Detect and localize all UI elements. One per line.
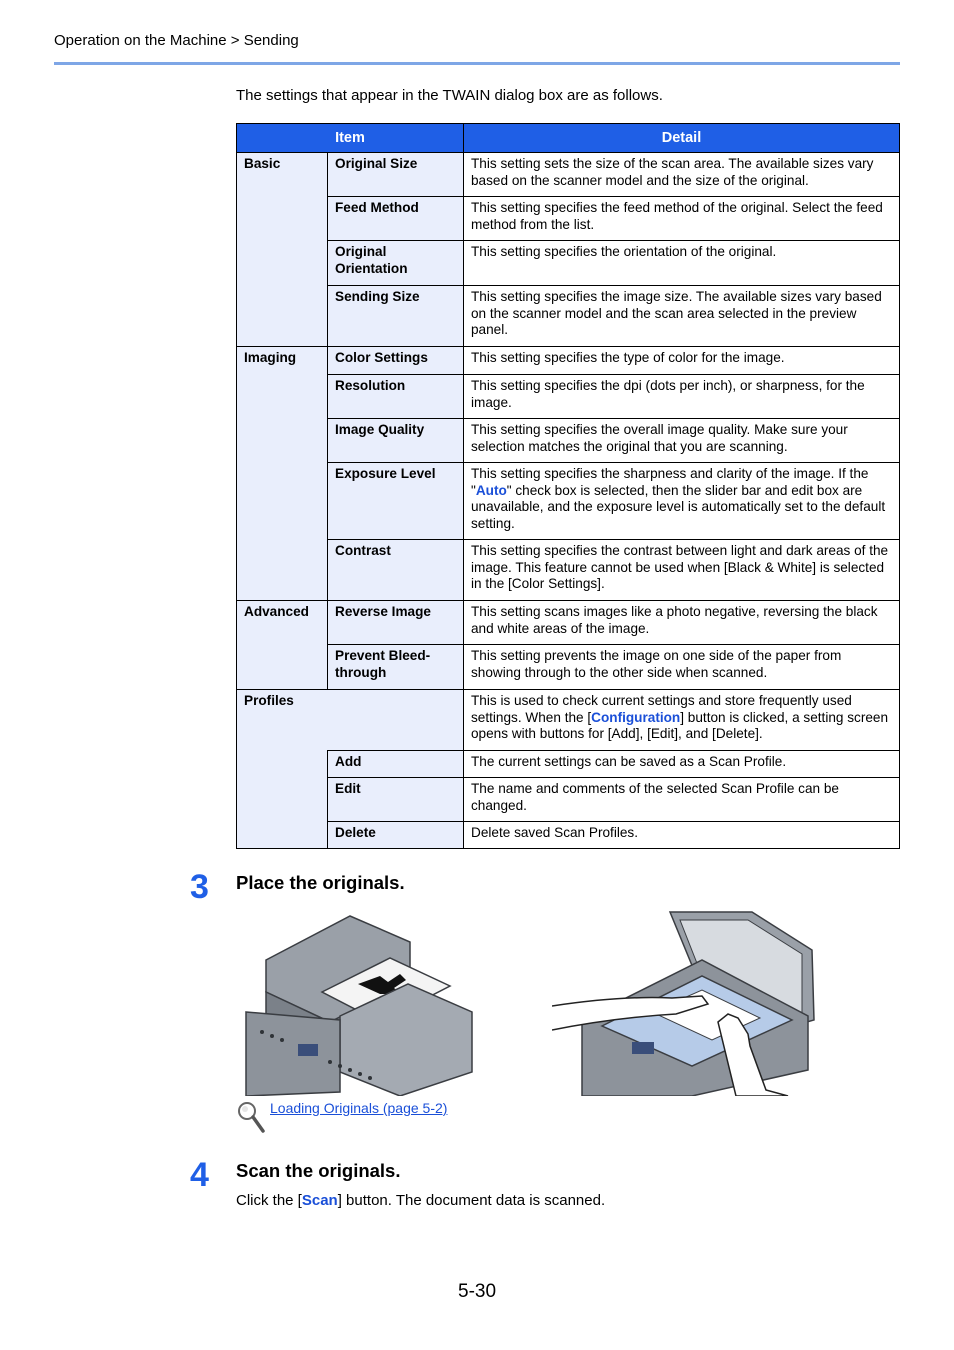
- twain-settings-table: [236, 123, 900, 849]
- item-detail: This setting specifies the image size. The available sizes vary based on the scanner model and the scan area selected in the preview panel.: [464, 286, 900, 347]
- magnifier-icon: [236, 1099, 266, 1135]
- step-4-text-post: ] button. The document data is scanned.: [337, 1192, 606, 1209]
- item-label: Color Settings: [328, 347, 464, 375]
- table-row: [237, 419, 900, 463]
- item-detail: This setting specifies the orientation of the original.: [464, 241, 900, 286]
- header-rule: [54, 62, 900, 65]
- table-row: [237, 347, 900, 375]
- table-row: [237, 153, 900, 197]
- detail-text: ] button is clicked, a setting screen opens with buttons for [Add], [Edit], and [Delete].: [471, 709, 889, 742]
- category-basic: Basic: [237, 153, 328, 347]
- table-row: [237, 463, 900, 540]
- item-detail: The current settings can be saved as a Scan Profile.: [464, 751, 900, 778]
- item-label: Feed Method: [328, 197, 464, 241]
- category-advanced: Advanced: [237, 601, 328, 690]
- table-row: [237, 241, 900, 286]
- reference-link-row: [236, 1099, 448, 1140]
- configuration-keyword: Configuration: [591, 709, 681, 725]
- item-detail: This setting specifies the type of color for the image.: [464, 347, 900, 375]
- item-label: Sending Size: [328, 286, 464, 347]
- table-row: [237, 286, 900, 347]
- intro-text: The settings that appear in the TWAIN dialog box are as follows.: [236, 87, 663, 104]
- step-3-title: Place the originals.: [236, 872, 405, 893]
- step-4-number: 4: [190, 1156, 209, 1194]
- table-row: [237, 751, 900, 778]
- table-row: [237, 375, 900, 419]
- item-label: Exposure Level: [328, 463, 464, 540]
- document-processor-illustration: [240, 912, 476, 1096]
- category-imaging: Imaging: [237, 347, 328, 601]
- item-label: Delete: [328, 822, 464, 849]
- item-label: Original Size: [328, 153, 464, 197]
- table-row: [237, 601, 900, 645]
- loading-originals-link[interactable]: Loading Originals (page 5-2): [270, 1100, 448, 1116]
- item-detail: Delete saved Scan Profiles.: [464, 822, 900, 849]
- item-label: Edit: [328, 778, 464, 822]
- breadcrumb: Operation on the Machine > Sending: [54, 32, 299, 49]
- category-profiles: Profiles: [237, 690, 464, 751]
- item-label: Image Quality: [328, 419, 464, 463]
- column-header-item: Item: [237, 124, 464, 153]
- table-row: [237, 540, 900, 601]
- table-row: [237, 197, 900, 241]
- item-detail: This setting specifies the dpi (dots per inch), or sharpness, for the image.: [464, 375, 900, 419]
- scan-keyword: Scan: [301, 1192, 338, 1209]
- auto-keyword: Auto: [475, 482, 507, 498]
- item-label: Original Orientation: [328, 241, 464, 286]
- item-label: Resolution: [328, 375, 464, 419]
- item-detail: This setting sets the size of the scan area. The available sizes vary based on the scanner model and the size of the original.: [464, 153, 900, 197]
- table-row: [237, 690, 900, 751]
- table-row: [237, 645, 900, 690]
- item-detail: This setting specifies the contrast between light and dark areas of the image. This feature cannot be used when [Black & White] is selected in the [Color Settings].: [464, 540, 900, 601]
- detail-text: This is used to check current settings and store frequently used settings. When the [: [471, 693, 852, 725]
- column-header-detail: Detail: [464, 124, 900, 153]
- step-3-number: 3: [190, 868, 209, 906]
- category-profiles-spacer: [237, 751, 328, 849]
- detail-text: " check box is selected, then the slider bar and edit box are unavailable, and the exposure level is automatically set to the default setting.: [471, 482, 886, 531]
- page-number: 5-30: [458, 1281, 497, 1302]
- table-row: [237, 778, 900, 822]
- item-label: Prevent Bleed-through: [328, 645, 464, 690]
- detail-text: This setting specifies the sharpness and clarity of the image. If the ": [471, 466, 869, 498]
- item-label: Reverse Image: [328, 601, 464, 645]
- item-detail: This setting prevents the image on one side of the paper from showing through to the other side when scanned.: [464, 645, 900, 690]
- item-detail: This setting specifies the overall image quality. Make sure your selection matches the original that you are scanning.: [464, 419, 900, 463]
- table-row: [237, 822, 900, 849]
- item-detail: [464, 463, 900, 540]
- platen-illustration: [552, 910, 816, 1096]
- item-detail: [464, 690, 900, 751]
- item-detail: The name and comments of the selected Scan Profile can be changed.: [464, 778, 900, 822]
- item-label: Add: [328, 751, 464, 778]
- item-detail: This setting scans images like a photo negative, reversing the black and white areas of the image.: [464, 601, 900, 645]
- step-4-title: Scan the originals.: [236, 1160, 401, 1181]
- item-label: Contrast: [328, 540, 464, 601]
- step-4-text-pre: Click the [: [236, 1192, 302, 1209]
- item-detail: This setting specifies the feed method of the original. Select the feed method from the list.: [464, 197, 900, 241]
- step-4-text: [236, 1192, 605, 1209]
